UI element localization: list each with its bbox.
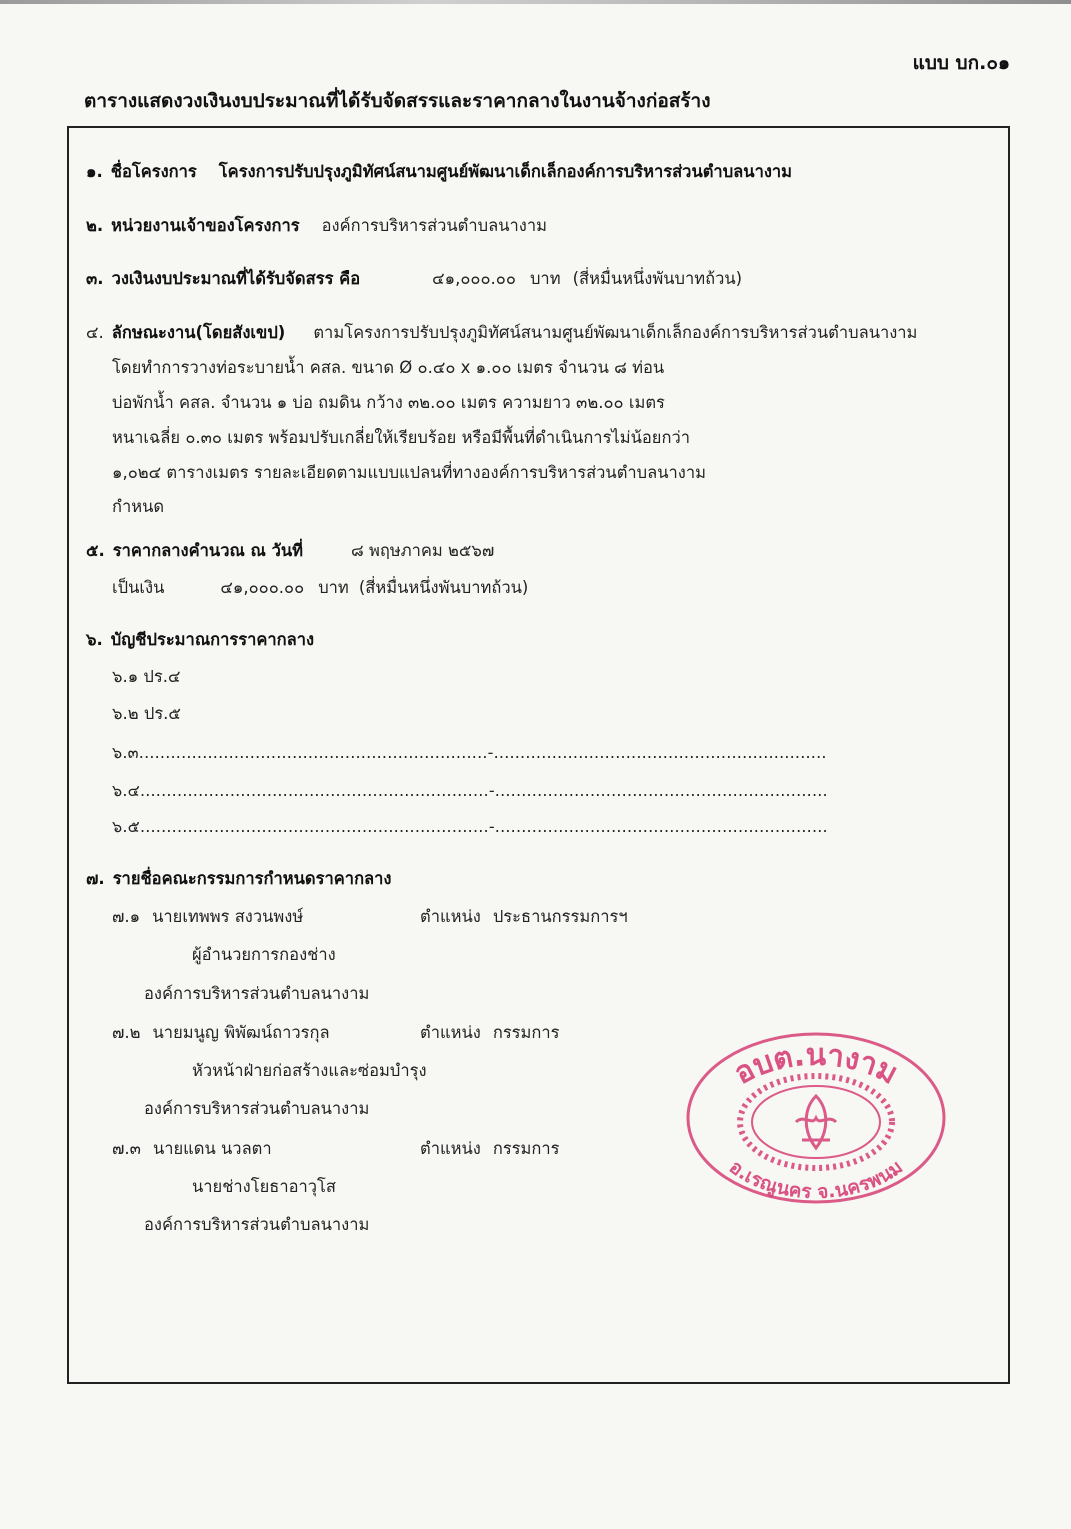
owner-agency: องค์การบริหารส่วนตำบลนางาม [321,216,547,235]
blank-item-number: ๖.๓ [112,743,139,762]
member-name: นายเทพพร สงวนพงษ์ [152,907,304,926]
section-2 [86,216,547,236]
position-label: ตำแหน่ง [420,1139,481,1158]
section-5-sum [112,578,528,598]
member-org: องค์การบริหารส่วนตำบลนางาม [144,1215,370,1234]
member-title: ผู้อำนวยการกองช่าง [192,945,336,964]
sum-label: เป็นเงิน [112,578,165,597]
seal-top-text: อบต.นางาม [728,1037,904,1092]
work-description-line: โดยทำการวางท่อระบายน้ำ คสล. ขนาด Ø ๐.๔๐ x ๑.๐๐ เมตร จำนวน ๘ ท่อน [112,358,665,377]
section-2-label: หน่วยงานเจ้าของโครงการ [111,216,300,235]
budget-unit: บาท [529,269,561,288]
member-number: ๗.๑ [112,907,141,926]
section-1-label: ชื่อโครงการ [110,162,197,181]
section-6-number: ๖. [86,630,103,649]
section-7 [86,869,392,889]
position-label: ตำแหน่ง [420,1023,481,1042]
committee-member-role [420,907,628,927]
work-description-line: ตามโครงการปรับปรุงภูมิทัศน์สนามศูนย์พัฒนาเด็กเล็กองค์การบริหารส่วนตำบลนางาม [313,323,918,342]
blank-estimate-line: ๖.๔..................................................................-............................................................... [112,781,828,800]
member-role: กรรมการ [492,1023,560,1042]
official-seal [684,1030,948,1206]
member-role: กรรมการ [492,1139,560,1158]
work-description-line: บ่อพักน้ำ คสล. จำนวน ๑ บ่อ ถมดิน กว้าง ๓๒.๐๐ เมตร ความยาว ๓๒.๐๐ เมตร [112,393,665,412]
work-description-line: หนาเฉลี่ย ๐.๓๐ เมตร พร้อมปรับเกลี่ยให้เรียบร้อย หรือมีพื้นที่ดำเนินการไม่น้อยกว่า [112,428,690,447]
section-2-number: ๒. [86,216,104,235]
section-5 [86,541,494,561]
calc-date: ๘ พฤษภาคม ๒๕๖๗ [351,541,495,560]
project-name: โครงการปรับปรุงภูมิทัศน์สนามศูนย์พัฒนาเด็กเล็กองค์การบริหารส่วนตำบลนางาม [218,162,793,181]
seal-inner-ring [740,1076,892,1168]
section-3-number: ๓. [86,269,104,288]
member-number: ๗.๓ [112,1139,141,1158]
form-code: แบบ บก.๐๑ [912,52,1010,74]
section-6-label: บัญชีประมาณการราคากลาง [110,630,315,649]
member-title: นายช่างโยธาอาวุโส [192,1177,336,1196]
section-1 [86,162,792,182]
committee-member-role [420,1023,560,1043]
budget-amount: ๔๑,๐๐๐.๐๐ [432,269,516,288]
blank-estimate-line: ๖.๓..................................................................-............................................................... [112,743,827,762]
seal-bottom-text: อ.เรณูนคร จ.นครพนม [725,1155,907,1204]
section-5-label: ราคากลางคำนวณ ณ วันที่ [112,541,303,560]
work-description-line: กำหนด [112,497,165,516]
blank-item-number: ๖.๕ [112,817,140,836]
section-5-number: ๕. [86,541,105,560]
member-role: ประธานกรรมการฯ [492,907,628,926]
section-7-label: รายชื่อคณะกรรมการกำหนดราคากลาง [112,869,392,888]
section-7-number: ๗. [86,869,105,888]
blank-item-number: ๖.๔ [112,781,140,800]
estimate-item: ๖.๒ ปร.๕ [112,704,181,723]
section-4-number: ๔. [86,323,104,342]
committee-member-name [112,907,303,927]
position-label: ตำแหน่ง [420,907,481,926]
member-title: หัวหน้าฝ่ายก่อสร้างและซ่อมบำรุง [192,1061,427,1080]
estimate-item: ๖.๑ ปร.๔ [112,667,181,686]
budget-amount-text: (สี่หมื่นหนึ่งพันบาทถ้วน) [572,269,743,288]
section-4-label: ลักษณะงาน(โดยสังเขป) [111,323,286,342]
median-price-unit: บาท [318,578,349,597]
committee-member-name [112,1023,330,1043]
section-3-label: วงเงินงบประมาณที่ได้รับจัดสรร คือ [111,269,361,288]
document-title: ตารางแสดงวงเงินงบประมาณที่ได้รับจัดสรรและราคากลางในงานจ้างก่อสร้าง [84,90,711,112]
member-org: องค์การบริหารส่วนตำบลนางาม [144,984,370,1003]
committee-member-role [420,1139,560,1159]
member-name: นายมนูญ พิพัฒน์ถาวรกุล [152,1023,330,1042]
work-description-line: ๑,๐๒๔ ตารางเมตร รายละเอียดตามแบบแปลนที่ทางองค์การบริหารส่วนตำบลนางาม [112,463,706,482]
committee-member-name [112,1139,272,1159]
member-name: นายแดน นวลตา [152,1139,272,1158]
member-org: องค์การบริหารส่วนตำบลนางาม [144,1099,370,1118]
blank-estimate-line: ๖.๕..................................................................-............................................................... [112,817,828,836]
section-3 [86,269,742,289]
section-4-heading [86,323,917,343]
median-price-amount: ๔๑,๐๐๐.๐๐ [220,578,305,597]
member-number: ๗.๒ [112,1023,141,1042]
scan-edge [0,0,1071,4]
section-6 [86,630,314,650]
section-1-number: ๑. [86,162,103,181]
median-price-text: (สี่หมื่นหนึ่งพันบาทถ้วน) [358,578,529,597]
